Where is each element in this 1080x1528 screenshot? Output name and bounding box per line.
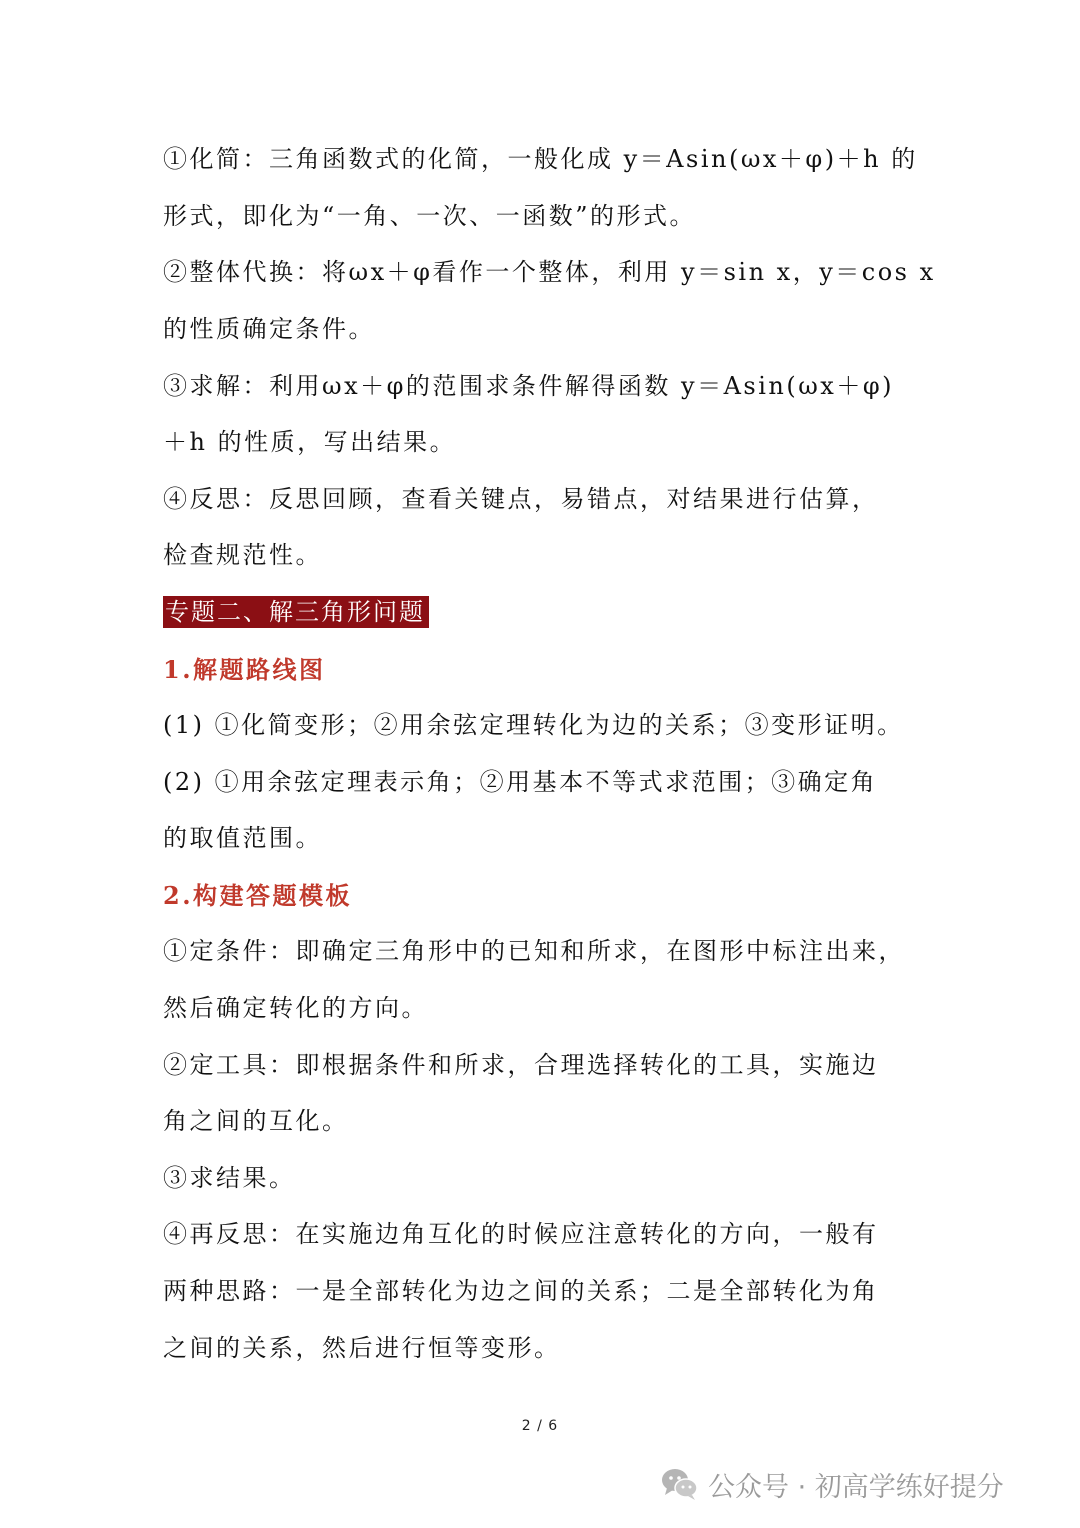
text-line: 然后确定转化的方向。 <box>163 994 428 1022</box>
text-line: ④再反思：在实施边角互化的时候应注意转化的方向，一般有 <box>163 1220 879 1248</box>
text-line: 之间的关系，然后进行恒等变形。 <box>163 1334 561 1362</box>
text-line: ④反思：反思回顾，查看关键点，易错点，对结果进行估算， <box>163 485 879 513</box>
text-line: ①化简：三角函数式的化简，一般化成 y＝Asin(ωx＋φ)＋h 的 <box>163 145 918 173</box>
text-line: 角之间的互化。 <box>163 1107 349 1135</box>
section-title: 专题二、解三角形问题 <box>163 596 429 628</box>
text-line: ③求解：利用ωx＋φ的范围求条件解得函数 y＝Asin(ωx＋φ) <box>163 372 895 400</box>
sub-heading-template: 2.构建答题模板 <box>163 881 353 910</box>
text-line: ①定条件：即确定三角形中的已知和所求，在图形中标注出来， <box>163 937 905 965</box>
sub-heading-route: 1.解题路线图 <box>163 655 326 684</box>
text-line: 的性质确定条件。 <box>163 315 375 343</box>
text-line: 的取值范围。 <box>163 824 322 852</box>
page-number: 2 / 6 <box>521 1418 559 1434</box>
text-line: ②整体代换：将ωx＋φ看作一个整体，利用 y＝sin x，y＝cos x <box>163 258 936 286</box>
text-line: (2) ①用余弦定理表示角；②用基本不等式求范围；③确定角 <box>163 768 878 796</box>
text-line: ②定工具：即根据条件和所求，合理选择转化的工具，实施边 <box>163 1051 879 1079</box>
text-line: 两种思路：一是全部转化为边之间的关系；二是全部转化为角 <box>163 1277 879 1305</box>
text-line: ＋h 的性质，写出结果。 <box>163 428 457 456</box>
text-line: ③求结果。 <box>163 1164 296 1192</box>
watermark-text: 公众号 · 初高学练好提分 <box>708 1471 1004 1503</box>
watermark <box>660 1462 1004 1506</box>
text-line: (1) ①化简变形；②用余弦定理转化为边的关系；③变形证明。 <box>163 711 904 739</box>
text-line: 形式，即化为“一角、一次、一函数”的形式。 <box>163 202 697 230</box>
wechat-icon <box>660 1466 700 1502</box>
text-line: 检查规范性。 <box>163 541 322 569</box>
